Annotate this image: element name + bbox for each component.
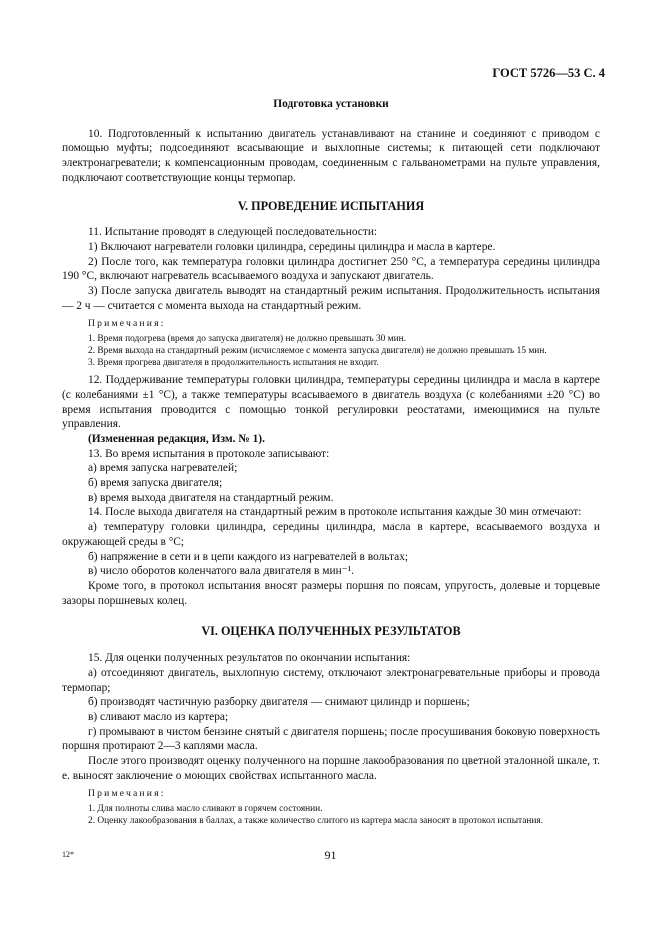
paragraph-14-a: а) температуру головки цилиндра, середины цилиндра, масла в картере, всасываемого воздуха и окружающей среды в °С; bbox=[62, 521, 600, 548]
paragraph-14-c: в) число оборотов коленчатого вала двигателя в мин⁻¹. bbox=[88, 565, 354, 578]
paragraph-11-2: 2) После того, как температура головки цилиндра достигнет 250 °С, а температура середины цилиндра 190 °С, включают нагреватель всасываемого воздуха и запускают двигатель. bbox=[62, 255, 600, 283]
footer-signature-mark: 12* bbox=[62, 850, 74, 859]
paragraph-15-e: После этого производят оценку полученного на поршне лакообразования по цветной эталонной шкале, т. е. выносят заключение о моющих свойствах испытанного масла. bbox=[62, 755, 600, 782]
section-6-title: VI. ОЦЕНКА ПОЛУЧЕННЫХ РЕЗУЛЬТАТОВ bbox=[201, 624, 461, 639]
paragraph-15-c: в) сливают масло из картера; bbox=[88, 710, 229, 723]
paragraph-13: 13. Во время испытания в протоколе записывают: bbox=[88, 447, 330, 460]
paragraph-15-a: а) отсоединяют двигатель, выхлопную систему, отключают электронагревательные приборы и провода термопар; bbox=[62, 666, 600, 694]
page-number: 91 bbox=[324, 848, 337, 862]
paragraph-10: 10. Подготовленный к испытанию двигатель устанавливают на станине и соединяют с приводом с помощью муфты; подсоединяют всасывающие и выхлопные системы; к питающей сети подключают электронагреватели; к компенсационным проводам, соединенным с гальванометрами на пульте управления, подключают соответствующие концы термопар. bbox=[62, 127, 600, 184]
subsection-title: Подготовка установки bbox=[273, 98, 389, 110]
paragraph-13-a: а) время запуска нагревателей; bbox=[88, 462, 238, 475]
note-item: 2. Время выхода на стандартный режим (исчисляемое с момента запуска двигателя) не должно превышать 15 мин. bbox=[88, 346, 547, 357]
paragraph-13-b: б) время запуска двигателя; bbox=[88, 477, 223, 490]
note-item: 1. Для полноты слива масло сливают в горячем состоянии. bbox=[88, 804, 323, 815]
paragraph-15-b: б) производят частичную разборку двигателя — снимают цилиндр и поршень; bbox=[88, 696, 470, 709]
document-body bbox=[62, 97, 600, 827]
paragraph-11-1: 1) Включают нагреватели головки цилиндра, середины цилиндра и масла в картере. bbox=[88, 240, 496, 253]
section-5-title: V. ПРОВЕДЕНИЕ ИСПЫТАНИЯ bbox=[237, 198, 425, 213]
amendment-note: (Измененная редакция, Изм. № 1). bbox=[88, 432, 265, 445]
paragraph-13-c: в) время выхода двигателя на стандартный режим. bbox=[88, 491, 334, 504]
paragraph-11: 11. Испытание проводят в следующей последовательности: bbox=[88, 226, 378, 239]
running-header: ГОСТ 5726—53 С. 4 bbox=[492, 66, 605, 80]
note-item: 3. Время прогрева двигателя в продолжительность испытания не входит. bbox=[88, 358, 379, 369]
paragraph-14-b: б) напряжение в сети и в цепи каждого из нагревателей в вольтах; bbox=[88, 550, 409, 563]
paragraph-15: 15. Для оценки полученных результатов по окончании испытания: bbox=[88, 652, 411, 665]
note-item: 1. Время подогрева (время до запуска двигателя) не должно превышать 30 мин. bbox=[88, 334, 406, 345]
paragraph-15-d: г) промывают в чистом бензине снятый с двигателя поршень; после просушивания боковую поверхность поршня протирают 2—3 каплями масла. bbox=[62, 725, 600, 753]
notes-heading: Примечания: bbox=[88, 788, 166, 800]
paragraph-14: 14. После выхода двигателя на стандартный режим в протоколе испытания каждые 30 мин отмечают: bbox=[88, 506, 582, 519]
notes-heading: Примечания: bbox=[88, 318, 166, 330]
paragraph-14-d: Кроме того, в протокол испытания вносят размеры поршня по поясам, упругость, долевые и торцевые зазоры поршневых колец. bbox=[62, 579, 600, 607]
paragraph-12: 12. Поддерживание температуры головки цилиндра, температуры середины цилиндра и масла в картере (с колебаниями ±1 °С), а также температуры всасываемого в двигатель воздуха (с колебаниями ±20 °С) во время испытания проводится с помощью тонкой регулировки реостатами, имеющимися на пульте управления. bbox=[62, 374, 600, 431]
note-item: 2. Оценку лакообразования в баллах, а также количество слитого из картера масла заносят в протокол испытания. bbox=[88, 816, 544, 827]
paragraph-11-3: 3) После запуска двигатель выводят на стандартный режим испытания. Продолжительность испытания — 2 ч — считается с момента выхода на стандартный режим. bbox=[62, 285, 600, 312]
